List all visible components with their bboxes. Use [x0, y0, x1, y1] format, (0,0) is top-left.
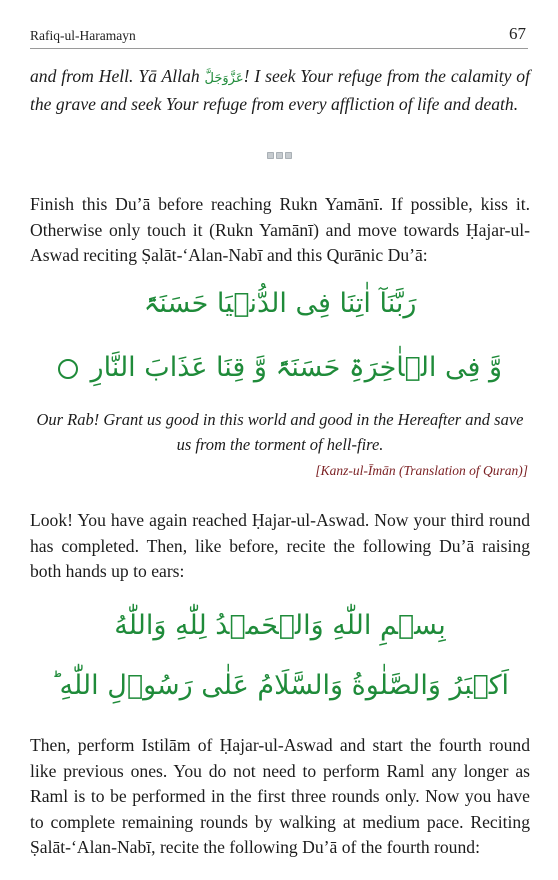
ayah-end-icon — [58, 359, 78, 379]
paragraph-third-round: Look! You have again reached Ḥajar-ul-Aswad. Now your third round has completed. Then, like before, recite the following Du’ā raising both hands up to ears: — [30, 510, 530, 581]
intro-text-after: ! I seek Your refuge from the calamity of the grave and seek Your refuge from every affliction of life and death. — [30, 66, 530, 114]
paragraph-fourth-round: Then, perform Istilām of Ḥajar-ul-Aswad and start the fourth round like previous ones. You do not need to perform Raml any longer as Raml is to be performed in the first three rounds only. Now you have to complete remaining rounds by walking at medium pace. Reciting Ṣalāt-‘Alan-Nabī, recite the following Du’ā of the fourth round: — [30, 735, 530, 857]
quranic-dua-line-2-text: وَّ فِی الۡاٰخِرَۃِ حَسَنَۃً وَّ قِنَا عَذَابَ النَّارِ — [90, 352, 503, 383]
intro-text-before: and from Hell. Yā Allah — [30, 66, 205, 86]
divider-ornament-icon — [285, 152, 292, 159]
book-title: Rafiq-ul-Haramayn — [30, 28, 136, 43]
paragraph-rukn-yamani: Finish this Du’ā before reaching Rukn Yamānī. If possible, kiss it. Otherwise only touch it (Rukn Yamānī) and move towards Ḥajar-ul-Aswad reciting Ṣalāt-‘Alan-Nabī and this Qurānic Du’ā: — [30, 194, 530, 265]
translation-reference: [Kanz-ul-Īmān (Translation of Quran)] — [315, 463, 528, 478]
takbir-dua-line-2: اَكۡبَرُ وَالصَّلٰوةُ وَالسَّلَامُ عَلٰى رَسُوۡلِ اللّٰهِ ؕ — [50, 670, 510, 701]
quranic-dua-line-1: رَبَّنَآ اٰتِنَا فِی الدُّنۡیَا حَسَنَۃً — [143, 288, 417, 319]
dua-translation: Our Rab! Grant us good in this world and good in the Hereafter and save us from the torment of hell-fire. — [36, 410, 524, 454]
section-divider — [0, 146, 558, 164]
divider-ornament-icon — [267, 152, 274, 159]
quranic-dua-line-2 — [30, 352, 530, 383]
takbir-dua-line-1: بِسۡمِ اللّٰهِ وَالۡحَمۡدُ لِلّٰهِ وَاللّٰهُ — [114, 610, 446, 641]
arabic-honorific: عَزَّوَجَلَّ — [204, 71, 244, 86]
page-header — [30, 22, 528, 49]
intro-paragraph — [30, 64, 530, 117]
divider-ornament-icon — [276, 152, 283, 159]
page-number: 67 — [509, 24, 526, 43]
